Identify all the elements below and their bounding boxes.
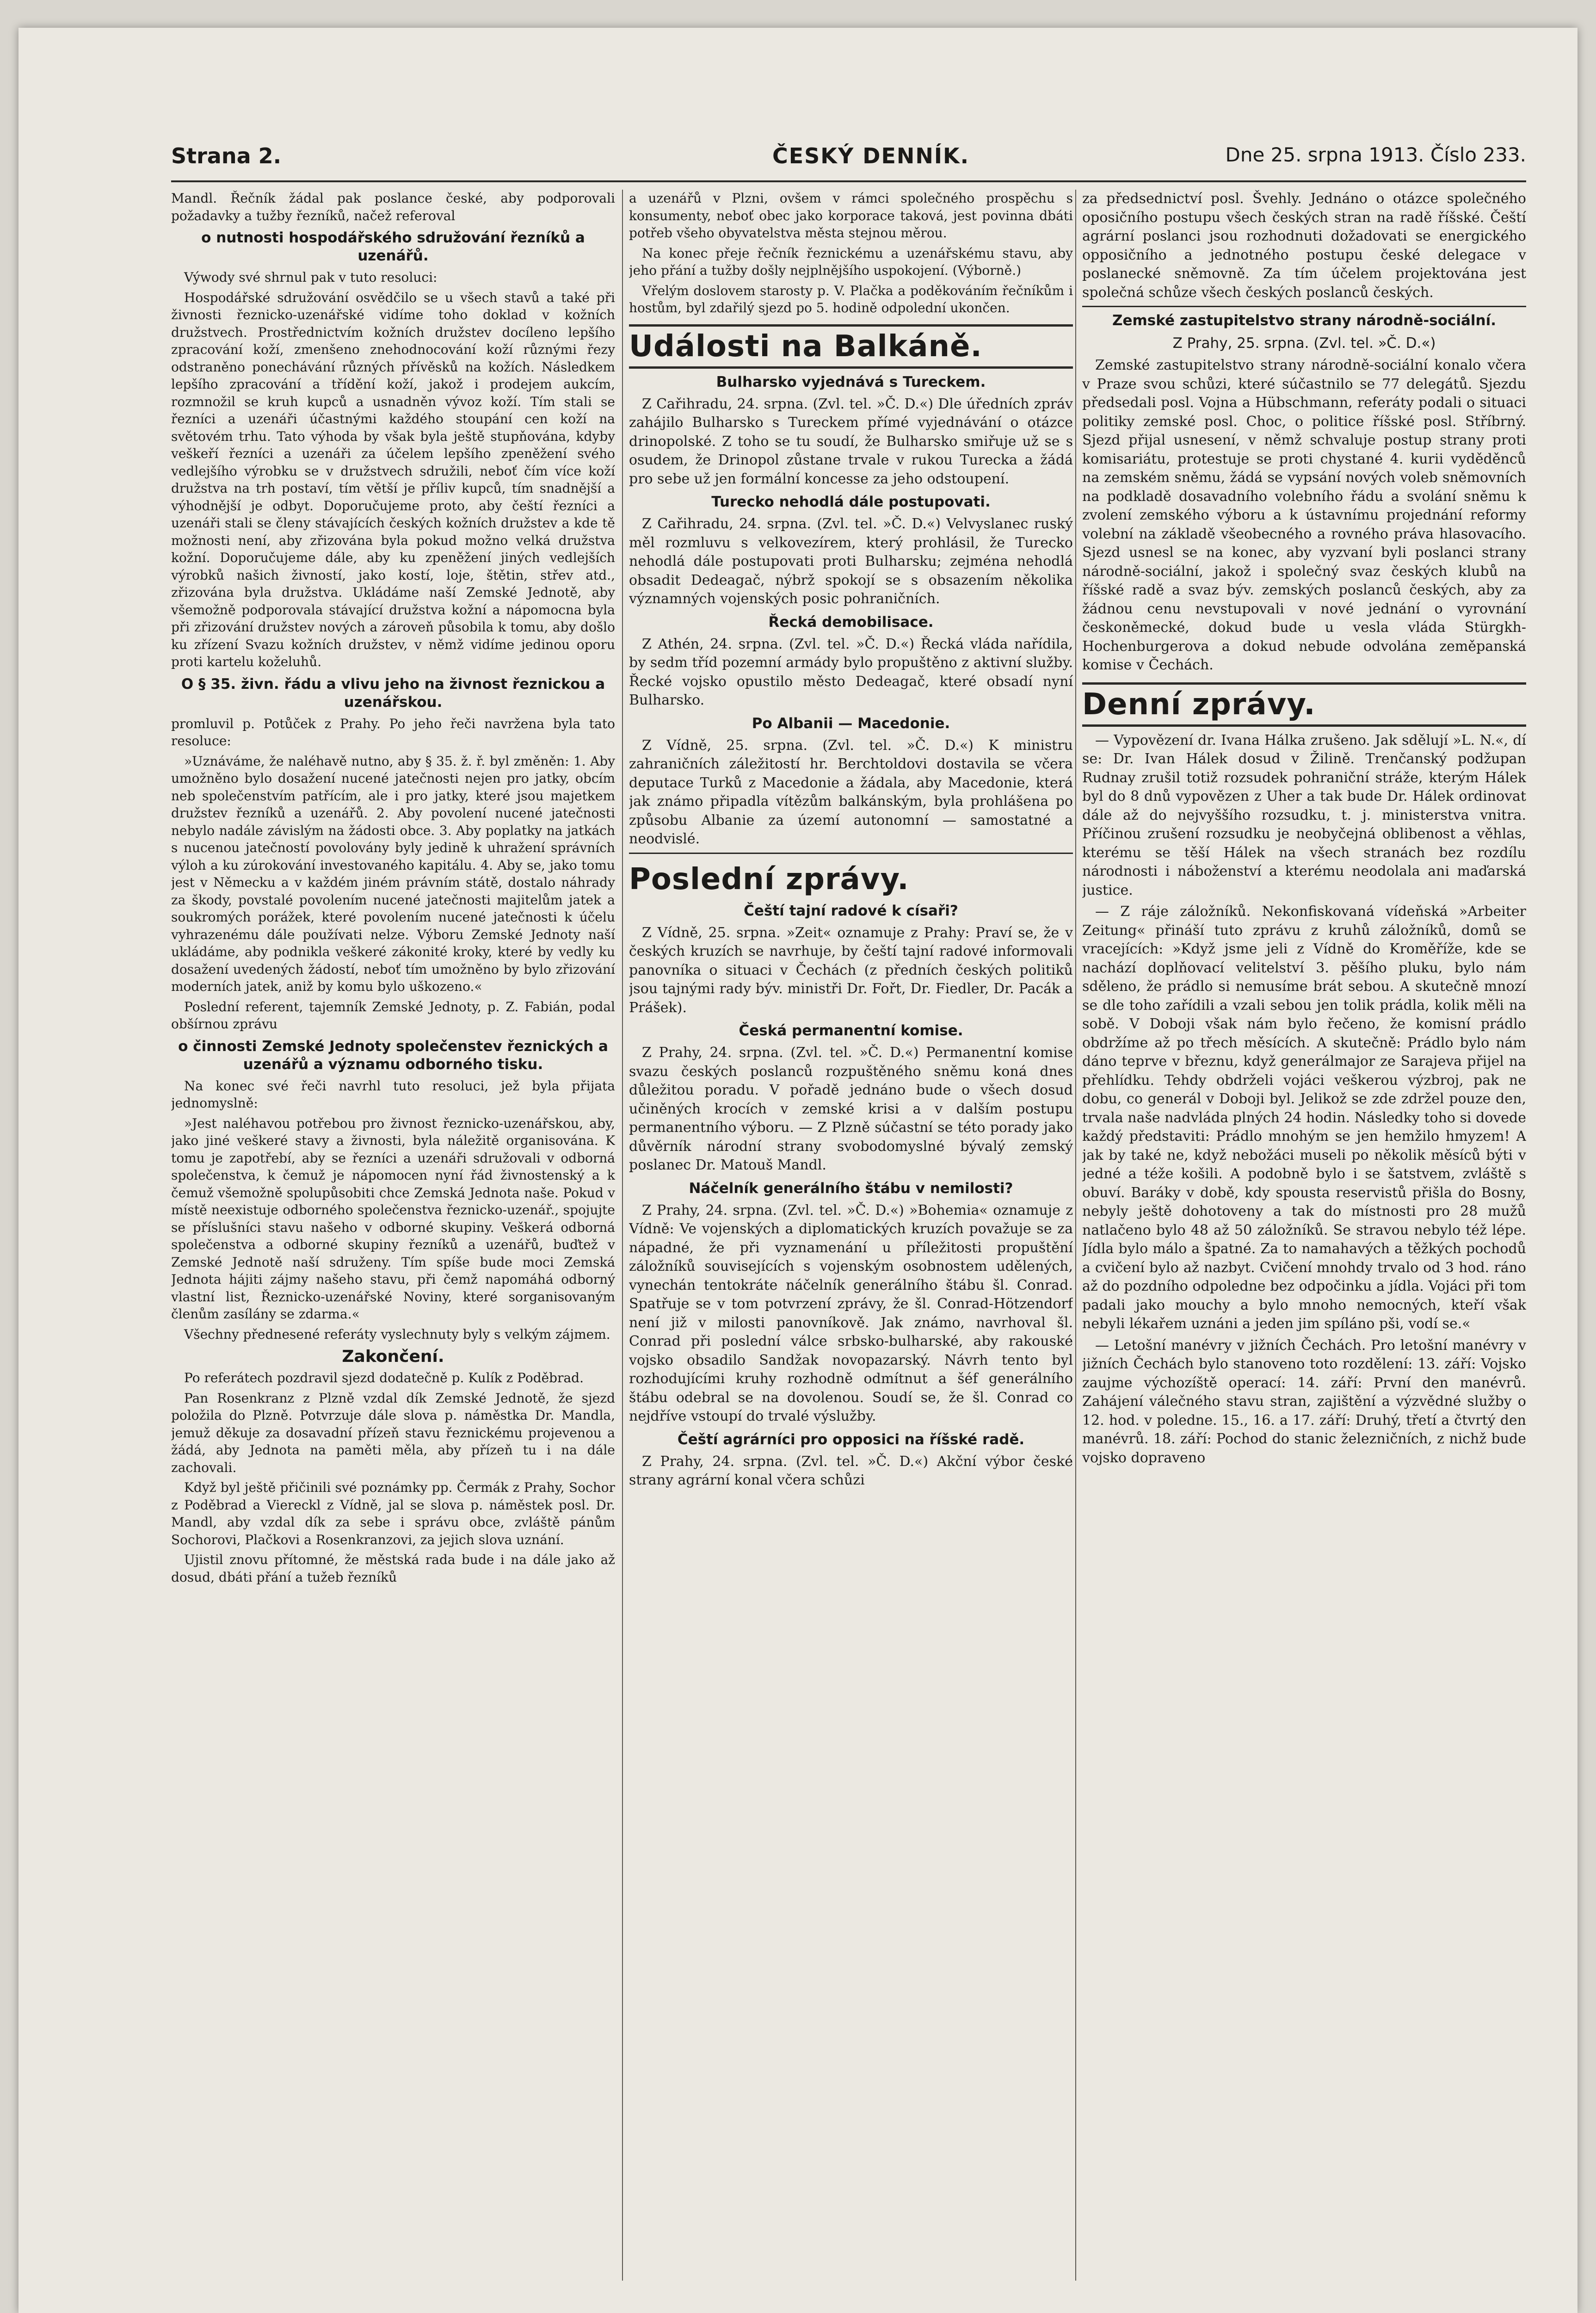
article-paragraph: Po referátech pozdravil sjezd dodatečně p. Kulík z Poděbrad.	[184, 1370, 584, 1385]
article-paragraph: Na konec své řeči navrhl tuto resoluci, jež byla přijata jednomyslně:	[171, 1078, 615, 1111]
article-paragraph: — Vypovězení dr. Ivana Hálka zrušeno. Jak sdělují »L. N.«, dí se: Dr. Ivan Hálek dosud v Žilině. Trenčanský podžupan Rudnay zrušil totiž rozsudek pohraniční stráže, kterým Hálek byl do 8 dnů vypovězen z Uher a tak bude Dr. Hálek ordinovat dále až do nejvyššího rozsudku, t. j. ministerstva vnitra. Příčinou zrušení rozsudku je neobyčejná oblibenost a věhlas, kterému se těší Hálek na všech stranách bez rozdílu národnosti i náboženství a kterému neodolala ani maďarská justice.	[1082, 732, 1526, 898]
article-dateline: Z Prahy, 25. srpna. (Zvl. tel. »Č. D.«)	[1172, 335, 1436, 352]
article-paragraph: Z Prahy, 24. srpna. (Zvl. tel. »Č. D.«) Permanentní komise svazu českých poslanců rozpuštěného sněmu koná dnes důležitou poradu. V pořadě jednáno bude o všech dosud učiněných krocích v zemské krisi a v dalším postupu permanentního výboru. — Z Plzně súčastní se této porady jako důvěrník národní strany svobodomyslné bývalý zemský poslanec Dr. Matouš Mandl.	[629, 1045, 1073, 1173]
section-banner: Události na Balkáně.	[629, 324, 1073, 369]
section-heading: o činnosti Zemské Jednoty společenstev řeznických a uzenářů a významu odborného tisku.	[178, 1038, 608, 1073]
article-paragraph: Z Cařihradu, 24. srpna. (Zvl. tel. »Č. D.«) Velvyslanec ruský měl rozmluvu s velkovezírem, který prohlásil, že Turecko nehodlá dále postupovati proti Bulharsku; zejména nehodlá obsadit Dedeagač, nýbrž spokojí se s obsazením několika významných vojenských posic pohraničních.	[629, 516, 1073, 607]
article-paragraph: Zemské zastupitelstvo strany národně-sociální konalo včera v Praze svou schůzi, které súčastnilo se 77 delegátů. Sjezdu předsedali posl. Vojna a Hübschmann, referáty podali o situaci politiky zemské posl. Choc, o politice říšské posl. Stříbrný. Sjezd přijal usnesení, v němž schvaluje postup strany proti komisariátu, protestuje se proti chystané 4. kurii vyděděnců na zemském sněmu, žádá se vypsání nových voleb sněmovních na podkladě dosavadního volebního řádu a svolání sněmu k zvolení zemského výboru a k ústavnímu projednání reformy volební na základě všeobecného a rovného práva hlasovacího. Sjezd usnesl se na konec, aby vyzvaní byli poslanci strany národně-sociální, jakož i společný svaz českých klubů na říšské radě a svaz býv. zemských poslanců českých, aby za žádnou cenu nevstupovali v nové jednání o vyrovnání českoněmecké, dokud bude u vesla vláda Stürgkh-Hochenburgerova a dokud nebude odvolána zeměpanská komise v Čechách.	[1082, 357, 1526, 673]
article-headline: Po Albanii — Macedonie.	[752, 715, 950, 732]
article-headline: Čeští tajní radové k císaři?	[744, 902, 958, 919]
article-paragraph: Z Cařihradu, 24. srpna. (Zvl. tel. »Č. D.«) Dle úředních zpráv zahájilo Bulharsko s Tureckem přímé vyjednávání o otázce drinopolské. Z toho se tu soudí, že Bulharsko smiřuje už se s osudem, že Drinopol zůstane trvale v rukou Turecka a žádá pro sebe už jen formální koncesse za jeho odstoupení.	[629, 396, 1073, 487]
article-paragraph: Ujistil znovu přítomné, že městská rada bude i na dále jako až dosud, dbáti přání a tužeb řezníků	[171, 1552, 615, 1585]
column-divider	[622, 190, 623, 2281]
article-headline: Náčelník generálního štábu v nemilosti?	[689, 1180, 1013, 1197]
article-headline: Turecko nehodlá dále postupovati.	[711, 494, 991, 510]
masthead-title: ČESKÝ DENNÍK.	[772, 143, 970, 168]
section-heading: Zakončení.	[342, 1347, 444, 1366]
article-paragraph: Výwody své shrnul pak v tuto resoluci:	[184, 270, 438, 285]
article-paragraph: za předsednictví posl. Švehly. Jednáno o otázce společného oposičního postupu všech českých stran na radě říšské. Čeští agrární poslanci jsou rozhodnuti dožadovati se energického opposičního a jednotného postupu české delegace v poslanecké sněmovně. Za tím účelem projektována jest společná schůze všech českých poslanců českých.	[1082, 191, 1526, 301]
article-paragraph: Z Vídně, 25. srpna. »Zeit« oznamuje z Prahy: Praví se, že v českých kruzích se navrhuje, by čeští tajní radové informovali panovníka o situaci v Čechách (z předních českých politiků jsou tajnými rady býv. ministři Dr. Fořt, Dr. Fiedler, Dr. Pacák a Prášek).	[629, 924, 1073, 1016]
article-headline: Bulharsko vyjednává s Tureckem.	[716, 373, 986, 390]
resolution-text: »Jest naléhavou potřebou pro živnost řeznicko-uzenářskou, aby, jako jiné veškeré stavy a živnosti, byla náležitě organisována. K tomu je zapotřebí, aby se řezníci a uzenáři sdružovali v odborná společenstva, k čemuž je nápomocen nyní řád živnostenský a k čemuž všemožně spolupůsobiti chce Zemská Jednota naše. Pokud v místě neexistuje odborného společenstva řeznicko-uzenář., spojujte se příslušníci stavu našeho v odborné skupiny. Veškerá odborná společenstva a odborné skupiny řezníků a uzenářů, buďtež v Zemské Jednotě naší sdruženy. Tím spíše bude moci Zemská Jednota hájiti zájmy našeho stavu, při čemž napomáhá odborný vlastní list, Řeznicko-uzenářské Noviny, které sorganisovaným členům zasílány se zdarma.«	[171, 1115, 615, 1322]
article-headline: Česká permanentní komise.	[739, 1022, 963, 1039]
article-paragraph: Z Vídně, 25. srpna. (Zvl. tel. »Č. D.«) K ministru zahraničních záležitostí hr. Berchtoldovi dostavila se včera deputace Turků z Macedonie a žádala, aby Macedonie, která jak známo připadla vítězům balkánským, byla prohlášena po způsobu Albanie za území autonomní — samostatné a neodvislé.	[629, 737, 1073, 847]
article-paragraph: Vřelým doslovem starosty p. V. Plačka a poděkováním řečníkům i hostům, byl zdařilý sjezd po 5. hodině odpolední ukončen.	[629, 283, 1073, 315]
article-paragraph: Z Prahy, 24. srpna. (Zvl. tel. »Č. D.«) Akční výbor české strany agrární konal včera schůzi	[629, 1453, 1073, 1488]
column-2	[629, 190, 1073, 2281]
article-paragraph: Poslední referent, tajemník Zemské Jednoty, p. Z. Fabián, podal obšírnou zprávu	[171, 999, 615, 1032]
page-number: Strana 2.	[171, 143, 282, 168]
article-paragraph: Z Prahy, 24. srpna. (Zvl. tel. »Č. D.«) »Bohemia« oznamuje z Vídně: Ve vojenských a diplomatických kruzích považuje se za nápadné, že při vyznamenání u příležitosti propuštění záložníků souvisejících s vojenským osobnostem udělených, vynechán tentokráte náčelník generálního štábu šl. Conrad. Spatřuje se v tom potvrzení zprávy, že šl. Conrad-Hötzendorf není již v milosti panovníkově. Jak známo, navrhoval šl. Conrad při poslední válce srbsko-bulharské, aby rakouské vojsko obsadilo Sandžak novopazarský. Návrh tento byl rozhodujícími kruhy rozhodně odmítnut a šéf generálního štábu odebral se na dovolenou. Soudí se, že šl. Conrad co nejdříve vstoupí do trvalé výslužby.	[629, 1202, 1073, 1424]
article-paragraph: Z Athén, 24. srpna. (Zvl. tel. »Č. D.«) Řecká vláda nařídila, by sedm tříd pozemní armády bylo propuštěno z aktivní služby. Řecké vojsko opustilo město Dedeagač, které obsadí nyní Bulharsko.	[629, 636, 1073, 708]
article-paragraph: Pan Rosenkranz z Plzně vzdal dík Zemské Jednotě, že sjezd položila do Plzně. Potvrzuje dále slova p. náměstka Dr. Mandla, jemuž děkuje za dosavadní přízeň stavu řeznickému projevenou a žádá, aby Jednota na paměti měla, aby přízeň tu i na dále zachovali.	[171, 1390, 615, 1475]
section-banner: Poslední zprávy.	[629, 862, 909, 897]
article-headline: Řecká demobilisace.	[768, 613, 934, 631]
date-and-issue: Dne 25. srpna 1913. Číslo 233.	[1225, 143, 1526, 166]
article-paragraph: a uzenářů v Plzni, ovšem v rámci společného prospěchu s konsumenty, neboť obec jako korporace taková, jest povinna dbáti potřeb všeho obyvatelstva města stejnou měrou.	[629, 191, 1073, 241]
article-paragraph: promluvil p. Potůček z Prahy. Po jeho řeči navržena byla tato resoluce:	[171, 716, 615, 748]
section-banner: Denní zprávy.	[1082, 682, 1526, 727]
article-headline: Zemské zastupitelstvo strany národně-sociální.	[1112, 312, 1497, 329]
resolution-text: »Uznáváme, že naléhavě nutno, aby § 35. ž. ř. byl změněn: 1. Aby umožněno bylo dosažení nucené jatečnosti nejen pro jatky, obcím neb společenstvím patřícím, ale i pro jatky, které jsou majetkem družstev řezníků a uzenářů. 2. Aby povolení nucené jatečnosti nebylo nadále závislým na žádosti obce. 3. Aby poplatky na jatkách s nucenou jatečností povolovány byly jedině k uhražení správních výloh a ku zúrokování investovaného kapitálu. 4. Aby se, jako tomu jest v Německu a v každém jiném právním státě, dostalo náhrady za škody, povstalé povolením nucené jatečnosti majitelům jatek a soukromých porážek, které povolením nucené jatečnosti k účelu vyhrazenému dále používati nelze. Výboru Zemské Jednoty naší ukládáme, aby podnikla veškeré zákonité kroky, které by vedly ku dosažení uvedených žádostí, neboť tím umožněno by bylo zřizování moderních jatek, aniž by komu bylo uškozeno.«	[171, 753, 615, 994]
article-paragraph: Všechny přednesené referáty vyslechnuty byly s velkým zájmem.	[184, 1326, 610, 1342]
article-paragraph: Když byl ještě přičinili své poznámky pp. Čermák z Prahy, Sochor z Poděbrad a Viereckl z Vídně, jal se slova p. náměstek posl. Dr. Mandl, aby vzdal dík za sebe i správu obce, zvláště pánům Sochorovi, Plačkovi a Rosenkranzovi, za jejich slova uznání.	[171, 1480, 615, 1547]
section-heading: O § 35. živn. řádu a vlivu jeho na živnost řeznickou a uzenářskou.	[181, 675, 605, 711]
column-divider	[1075, 190, 1076, 2281]
newspaper-page	[18, 28, 1578, 2313]
column-1	[171, 190, 615, 2281]
page-header	[171, 125, 1526, 182]
section-rule	[1082, 306, 1526, 307]
column-3	[1082, 190, 1526, 2281]
article-paragraph: — Z ráje záložníků. Nekonfiskovaná vídeňská »Arbeiter Zeitung« přináší tuto zprávu z kruhů záložníků, domů se vracejících: »Když jsme jeli z Vídně do Kroměříže, kde se nachází doplňovací velitelství 3. pěšího pluku, bylo nám sděleno, že prádlo si nemusíme brát sebou. A skutečně mnozí se dle toho zařídili a vzali sebou jen tolik prádla, kolik měli na sobě. V Doboji však nám bylo řečeno, že komisní prádlo obdržíme až po třech měsících. A skutečně: Prádlo bylo nám dáno teprve v březnu, když generálmajor ze Sarajeva přijel na přehlídku. Tehdy obdrželi vojáci veškerou výzbroj, pak ne dobu, co generál v Doboji byl. Jelikož se zde zdržel pouze den, trvala naše nadvláda plných 24 hodin. Následky toho si dovede každý představiti: Prádlo mnohým se jen hemžilo hmyzem! A jak by také ne, když nebožáci museli po několik měsíců býti v jedné a téže košili. A podobně bylo i se šatstvem, zvláště s obuví. Baráky v době, kdy spousta reservistů přišla do Bosny, nebyly ještě dohotoveny a tak do místnosti pro 28 mužů natlačeno bylo 48 až 50 záložníků. Se stravou nebylo též lépe. Jídla bylo málo a špatné. Za to namahavých a těžkých pochodů a cvičení bylo až nazbyt. Cvičení mnohdy trvalo od 3 hod. ráno až do pozdního odpoledne bez odpočinku a jídla. Vojáci při tom padali jako mouchy a bylo mnoho nemocných, kteří však nebyli lékařem uznáni a jeden jim spíláno pši, vodí se.«	[1082, 903, 1526, 1332]
article-headline: Čeští agrárníci pro opposici na říšské radě.	[677, 1431, 1025, 1448]
article-paragraph: — Letošní manévry v jižních Čechách. Pro letošní manévry v jižních Čechách bylo stanoveno toto rozdělení: 13. září: Vojsko zaujme výchozíště operací: 14. září: První den manévrů. Zahájení válečného stavu stran, zajištění a výzvědné služby o 12. hod. v poledne. 15., 16. a 17. září: Druhý, třetí a čtvrtý den manévrů. 18. září: Pochod do stanic železničních, z nichž bude vojsko dopraveno	[1082, 1337, 1526, 1466]
article-paragraph: Na konec přeje řečník řeznickému a uzenářskému stavu, aby jeho přání a tužby došly nejplnějšího uspokojení. (Výborně.)	[629, 245, 1073, 278]
resolution-text: Hospodářské sdružování osvědčilo se u všech stavů a také při živnosti řeznicko-uzenářské vidíme toho doklad v kožních družstvech. Prostřednictvím kožních družstev docíleno lepšího zpracování koží, zmenšeno znehodnocování koží různými řezy odstraněno ponechávání různých přívěsků na kožích. Následkem lepšího zpracování a třídění koží, jakož i prodejem aukcím, rozmnožil se kruh kupců a usnadněn vývoz koží. Tím stali se řezníci a uzenáři účastnými každého stoupání cen koží na světovém trhu. Tato výhoda by však byla ještě stupňována, kdyby veškeří řezníci a uzenáři za účelem lepšího zpeněžení svého vedlejšího výrobku se v družstvech sdružili, neboť čím více koží družstva na trh postaví, tím větší je příliv kupců, tím snadnější a výhodnější je odbyt. Doporučujeme proto, aby čeští řezníci a uzenáři stali se členy stávajících českých kožních družstev a kde tě možnosti není, aby zřizována byla pokud možno velká družstva kožní. Doporučujeme dále, aby ku zpeněžení jiných vedlejších výrobků našich živností, jako kostí, loje, štětin, střev atd., zřizována byla družstva. Ukládáme naší Zemské Jednotě, aby všemožně podporovala stávající družstva kožní a nápomocna byla při zřizování družstev nových a zároveň působila k tomu, aby došlo ku zřízení Svazu kožních družstev, v němž vidíme jedinou oporu proti kartelu koželuhů.	[171, 290, 615, 669]
section-rule	[629, 853, 1073, 854]
section-heading: o nutnosti hospodářského sdružování řezníků a uzenářů.	[201, 229, 585, 264]
article-paragraph: Mandl. Řečník žádal pak poslance české, aby podporovali požadavky a tužby řezníků, načež referoval	[171, 191, 615, 223]
